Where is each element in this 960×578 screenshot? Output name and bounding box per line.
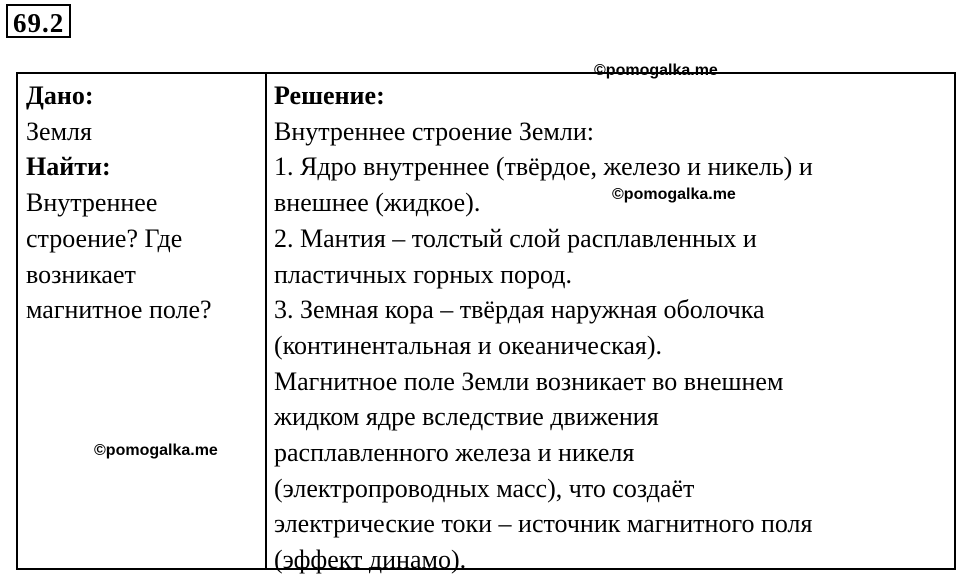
given-heading: Дано: bbox=[26, 81, 94, 110]
solution-line: жидком ядре вследствие движения bbox=[274, 402, 659, 432]
find-line: магнитное поле? bbox=[26, 295, 212, 325]
given-value: Земля bbox=[26, 116, 92, 146]
find-heading: Найти: bbox=[26, 152, 111, 182]
watermark: ©pomogalka.me bbox=[594, 62, 718, 79]
find-line: строение? Где bbox=[26, 223, 183, 253]
solution-line: (континентальная и океаническая). bbox=[274, 330, 663, 360]
solution-line: расплавленного железа и никеля bbox=[274, 438, 635, 468]
solution-line: (эффект динамо). bbox=[274, 545, 467, 575]
find-line: возникает bbox=[26, 259, 136, 289]
solution-line: 3. Земная кора – твёрдая наружная оболочка bbox=[274, 295, 765, 325]
watermark: ©pomogalka.me bbox=[612, 186, 736, 203]
solution-line: 2. Мантия – толстый слой расплавленных и bbox=[274, 223, 757, 253]
solution-line: пластичных горных пород. bbox=[274, 259, 572, 289]
solution-line: Магнитное поле Земли возникает во внешнем bbox=[274, 366, 784, 396]
solution-column bbox=[274, 78, 950, 578]
column-divider bbox=[265, 74, 267, 568]
solution-heading: Решение: bbox=[274, 81, 385, 110]
solution-line: внешнее (жидкое). bbox=[274, 188, 481, 218]
problem-number: 69.2 bbox=[6, 4, 71, 38]
solution-line: электрические токи – источник магнитного поля bbox=[274, 509, 813, 539]
given-column bbox=[26, 78, 262, 328]
solution-line: 1. Ядро внутреннее (твёрдое, железо и никель) и bbox=[274, 152, 813, 182]
solution-line: (электропроводных масс), что создаёт bbox=[274, 473, 695, 503]
solution-table bbox=[16, 72, 956, 575]
solution-line: Внутреннее строение Земли: bbox=[274, 116, 594, 146]
watermark: ©pomogalka.me bbox=[94, 442, 218, 459]
find-line: Внутреннее bbox=[26, 188, 158, 218]
